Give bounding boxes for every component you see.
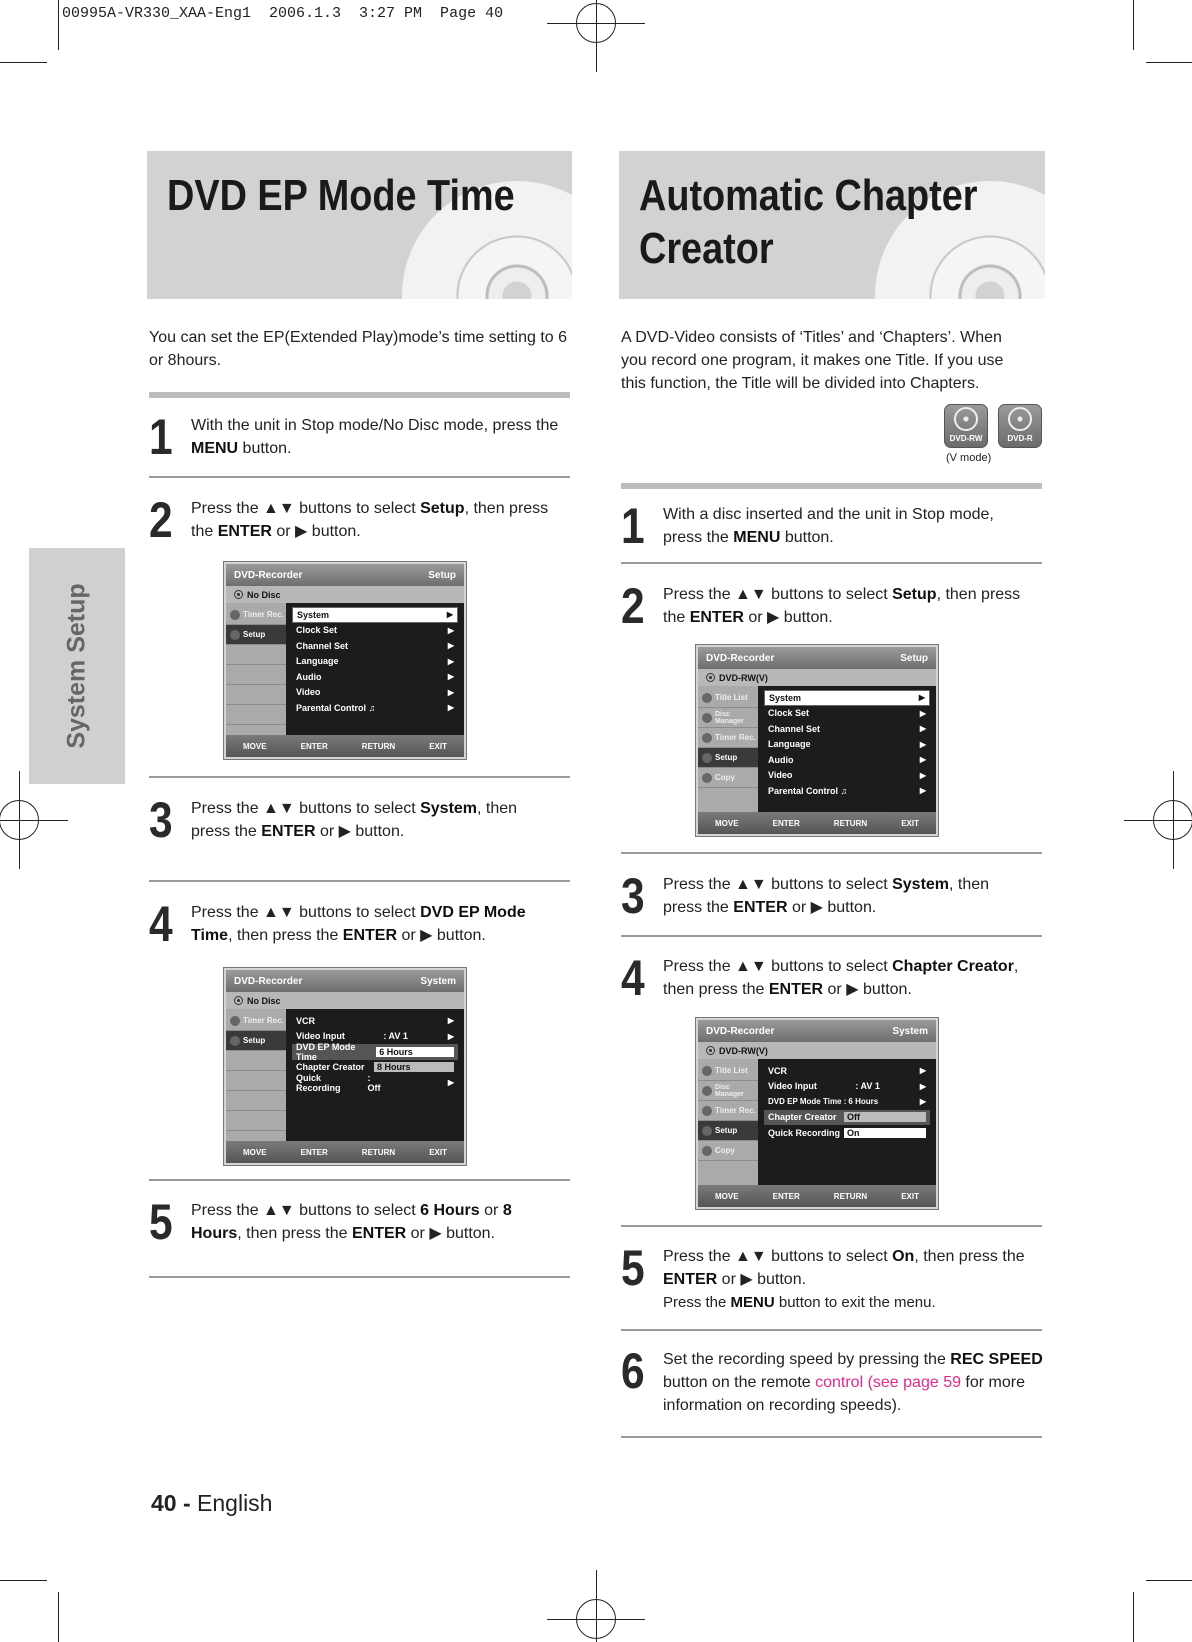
osd-item-ep-mode[interactable]: DVD EP Mode Time : 6 Hours ▶ xyxy=(768,1097,926,1107)
step-number: 2 xyxy=(149,492,173,548)
divider xyxy=(621,852,1042,854)
step-number: 4 xyxy=(149,896,173,952)
divider xyxy=(149,776,570,778)
crop-mark xyxy=(1146,62,1192,63)
osd-header: DVD-Recorder Setup xyxy=(698,647,936,669)
registration-mark-icon xyxy=(576,1599,616,1639)
page-number: 40 - xyxy=(151,1490,191,1516)
step-number: 4 xyxy=(621,950,645,1006)
osd-footer: MOVE ENTER RETURN EXIT xyxy=(698,812,936,834)
osd-setup-menu-disc xyxy=(696,645,938,836)
divider xyxy=(621,1225,1042,1227)
osd-setup-menu xyxy=(224,562,466,759)
osd-header: DVD-Recorder System xyxy=(226,970,464,992)
v-mode-label: (V mode) xyxy=(946,452,992,464)
clock-icon xyxy=(702,733,712,743)
crop-mark xyxy=(58,1592,59,1642)
divider xyxy=(621,1329,1042,1331)
osd-disc-status: DVD-RW(V) xyxy=(698,669,936,686)
copy-icon xyxy=(702,1146,712,1156)
osd-sidebar xyxy=(226,1009,286,1141)
registration-mark-icon xyxy=(1153,800,1192,840)
osd-disc-status: No Disc xyxy=(226,586,464,603)
clock-icon xyxy=(230,1016,240,1026)
osd-sidebar xyxy=(698,686,758,812)
gear-icon xyxy=(702,753,712,763)
step-text: Press the ▲▼ buttons to select System, then press the ENTER or ▶ button. xyxy=(191,800,518,840)
osd-item-channel[interactable]: Channel Set ▶ xyxy=(768,723,926,734)
right-intro: A DVD-Video consists of ‘Titles’ and ‘Chapters’. When you record one program, it makes one Title. If you use this function, the Title will be divided into Chapters. xyxy=(621,329,1004,392)
divider xyxy=(621,562,1042,564)
osd-side-disc-manager[interactable]: Disc Manager xyxy=(698,1081,758,1101)
osd-item-language[interactable]: Language ▶ xyxy=(768,739,926,750)
option-6-hours[interactable]: 6 Hours xyxy=(376,1047,454,1057)
page-footer xyxy=(151,1490,272,1517)
dvd-r-badge: DVD-R xyxy=(998,404,1042,448)
crop-mark xyxy=(58,0,59,50)
divider xyxy=(621,483,1042,489)
step-number: 5 xyxy=(621,1240,645,1296)
osd-side-setup[interactable]: Setup xyxy=(226,625,286,645)
step-text: Press the ▲▼ buttons to select Setup, then press the ENTER or ▶ button. xyxy=(191,500,549,540)
divider xyxy=(149,880,570,882)
osd-side-setup[interactable]: Setup xyxy=(226,1031,286,1051)
divider xyxy=(149,476,570,478)
osd-item-ep-mode[interactable]: DVD EP Mode Time 6 Hours xyxy=(292,1044,458,1060)
divider xyxy=(149,392,570,398)
osd-system-menu xyxy=(224,968,466,1165)
left-title: DVD EP Mode Time xyxy=(167,171,515,220)
osd-item-parental[interactable]: Parental Control ♫ ▶ xyxy=(768,785,926,796)
osd-item-clock[interactable]: Clock Set ▶ xyxy=(768,708,926,719)
copy-icon xyxy=(702,773,712,783)
crop-mark xyxy=(1146,1580,1192,1581)
clock-icon xyxy=(702,1106,712,1116)
page-reference-link[interactable]: control (see page 59 xyxy=(815,1374,961,1391)
osd-header: DVD-Recorder Setup xyxy=(226,564,464,586)
osd-system-menu-disc xyxy=(696,1018,938,1209)
option-on[interactable]: On xyxy=(844,1128,926,1138)
osd-menu xyxy=(758,1059,936,1185)
left-intro: You can set the EP(Extended Play)mode’s time setting to 6 or 8hours. xyxy=(149,329,568,369)
osd-footer: MOVE ENTER RETURN EXIT xyxy=(698,1185,936,1207)
crop-mark xyxy=(1133,0,1134,50)
osd-item-video[interactable]: Video ▶ xyxy=(768,770,926,781)
step-text: Press the ▲▼ buttons to select Chapter Creator, then press the ENTER or ▶ button. xyxy=(663,958,1019,998)
step-text: With a disc inserted and the unit in Stop mode, press the MENU button. xyxy=(663,506,994,546)
step-number: 3 xyxy=(621,868,645,924)
step-number: 1 xyxy=(621,498,645,554)
osd-item-system[interactable]: System ▶ xyxy=(764,690,930,706)
osd-item-video-input[interactable]: Video Input : AV 1 ▶ xyxy=(296,1031,454,1042)
disc-status-icon xyxy=(234,996,243,1005)
osd-side-copy[interactable]: Copy xyxy=(698,1141,758,1161)
osd-side-timer-rec[interactable]: Timer Rec. xyxy=(226,605,286,625)
osd-item-channel[interactable]: Channel Set ▶ xyxy=(296,640,454,651)
divider xyxy=(621,935,1042,937)
step-number: 1 xyxy=(149,409,173,465)
divider xyxy=(621,1436,1042,1438)
crop-mark xyxy=(0,1580,47,1581)
step-number: 3 xyxy=(149,792,173,848)
registration-mark-icon xyxy=(576,3,616,43)
side-tab-label: System Setup xyxy=(62,583,91,749)
list-icon xyxy=(702,1066,712,1076)
osd-item-chapter[interactable]: Chapter Creator Off xyxy=(764,1110,930,1126)
osd-disc-status: DVD-RW(V) xyxy=(698,1042,936,1059)
osd-side-timer-rec[interactable]: Timer Rec. xyxy=(698,728,758,748)
step-text: Press the ▲▼ buttons to select Setup, then press the ENTER or ▶ button. xyxy=(663,586,1021,626)
osd-menu xyxy=(286,603,464,735)
osd-side-title-list[interactable]: Title List xyxy=(698,1061,758,1081)
osd-item-quick[interactable]: Quick Recording : Off ▶ xyxy=(296,1072,454,1093)
osd-side-setup[interactable]: Setup xyxy=(698,748,758,768)
divider xyxy=(149,1179,570,1181)
osd-side-timer-rec[interactable]: Timer Rec. xyxy=(226,1011,286,1031)
osd-side-setup[interactable]: Setup xyxy=(698,1121,758,1141)
option-8-hours[interactable]: 8 Hours xyxy=(374,1062,454,1072)
osd-side-disc-manager[interactable]: Disc Manager xyxy=(698,708,758,728)
step-number: 5 xyxy=(149,1194,173,1250)
osd-footer: MOVE ENTER RETURN EXIT xyxy=(226,1141,464,1163)
osd-disc-status: No Disc xyxy=(226,992,464,1009)
crop-mark xyxy=(1133,1592,1134,1642)
osd-item-clock[interactable]: Clock Set ▶ xyxy=(296,625,454,636)
step-text: Press the ▲▼ buttons to select On, then press the ENTER or ▶ button. Press the MENU button to exit the menu. xyxy=(663,1248,1025,1311)
print-header: 00995A-VR330_XAA-Eng1 2006.1.3 3:27 PM Page 40 xyxy=(62,5,504,22)
osd-header: DVD-Recorder System xyxy=(698,1020,936,1042)
osd-side-title-list[interactable]: Title List xyxy=(698,688,758,708)
disc-status-icon xyxy=(706,1046,715,1055)
osd-item-vcr[interactable]: VCR ▶ xyxy=(768,1065,926,1076)
list-icon xyxy=(702,693,712,703)
step-text: With the unit in Stop mode/No Disc mode, press the MENU button. xyxy=(191,417,559,457)
osd-menu xyxy=(286,1009,464,1141)
osd-item-language[interactable]: Language ▶ xyxy=(296,656,454,667)
right-title-box xyxy=(619,151,1045,299)
osd-footer: MOVE ENTER RETURN EXIT xyxy=(226,735,464,757)
osd-sidebar xyxy=(698,1059,758,1185)
disc-status-icon xyxy=(234,590,243,599)
registration-mark-icon xyxy=(0,800,39,840)
osd-item-vcr[interactable]: VCR ▶ xyxy=(296,1015,454,1026)
side-tab xyxy=(29,548,125,784)
osd-item-chapter[interactable]: Chapter Creator 8 Hours xyxy=(292,1060,458,1076)
step-text: Set the recording speed by pressing the REC SPEED button on the remote control (see page 59 for more information on recording speeds). xyxy=(663,1351,1043,1414)
step-number: 2 xyxy=(621,578,645,634)
page-language: English xyxy=(197,1490,273,1516)
gear-icon xyxy=(230,630,240,640)
osd-item-video-input[interactable]: Video Input : AV 1 ▶ xyxy=(768,1081,926,1092)
disc-manager-icon xyxy=(702,1086,712,1096)
step-text: Press the ▲▼ buttons to select 6 Hours or 8 Hours, then press the ENTER or ▶ button. xyxy=(191,1202,512,1242)
osd-item-parental[interactable]: Parental Control ♫ ▶ xyxy=(296,702,454,713)
osd-side-copy[interactable]: Copy xyxy=(698,768,758,788)
crop-mark xyxy=(0,62,47,63)
step-text: Press the ▲▼ buttons to select System, then press the ENTER or ▶ button. xyxy=(663,876,990,916)
clock-icon xyxy=(230,610,240,620)
osd-item-system[interactable]: System ▶ xyxy=(292,607,458,623)
osd-menu xyxy=(758,686,936,812)
osd-side-timer-rec[interactable]: Timer Rec. xyxy=(698,1101,758,1121)
step-number: 6 xyxy=(621,1343,645,1399)
disc-status-icon xyxy=(706,673,715,682)
gear-icon xyxy=(702,1126,712,1136)
left-title-box xyxy=(147,151,572,299)
step-text: Press the ▲▼ buttons to select DVD EP Mode Time, then press the ENTER or ▶ button. xyxy=(191,904,526,944)
osd-item-video[interactable]: Video ▶ xyxy=(296,687,454,698)
right-title: Automatic Chapter Creator xyxy=(639,171,978,273)
gear-icon xyxy=(230,1036,240,1046)
osd-item-quick[interactable]: Quick Recording On xyxy=(764,1125,930,1141)
dvd-rw-badge: DVD-RW xyxy=(944,404,988,448)
osd-item-audio[interactable]: Audio ▶ xyxy=(296,671,454,682)
divider xyxy=(149,1276,570,1278)
step-note: Press the MENU button to exit the menu. xyxy=(663,1294,936,1311)
option-off[interactable]: Off xyxy=(844,1112,926,1122)
osd-item-audio[interactable]: Audio ▶ xyxy=(768,754,926,765)
disc-manager-icon xyxy=(702,713,712,723)
osd-sidebar xyxy=(226,603,286,735)
